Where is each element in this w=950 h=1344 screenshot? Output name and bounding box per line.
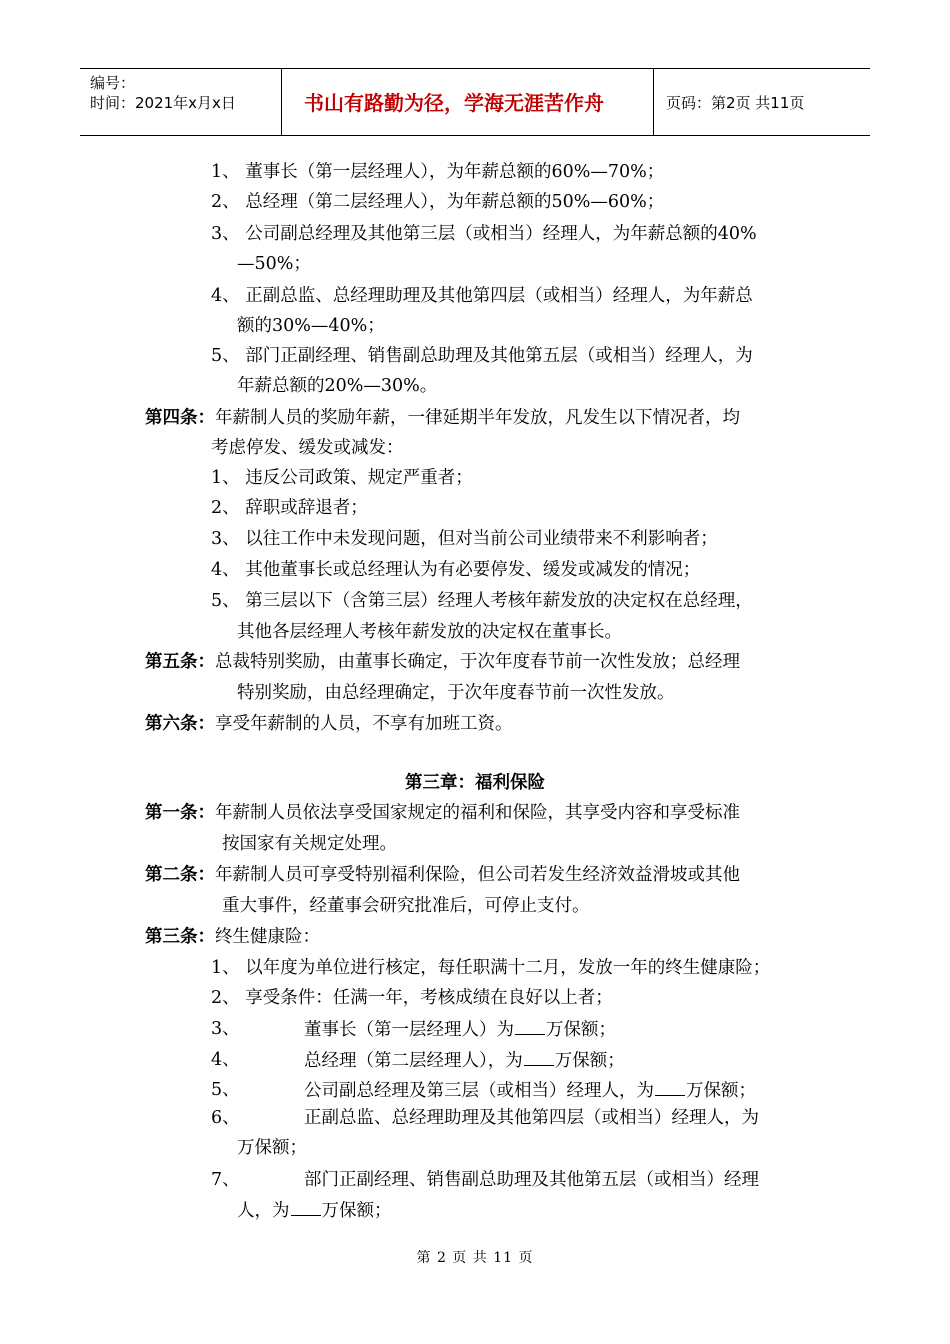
document-date: 时间：2021年x月x日 [90,94,236,112]
list-item: 1、 以年度为单位进行核定，每任职满十二月，发放一年的终生健康险； [211,958,771,978]
article-label: 第三条： [145,927,215,947]
page-footer: 第 2 页 共 11 页 [416,1250,534,1266]
list-item-number: 3、 [211,1019,240,1039]
list-item: 1、 违反公司政策、规定严重者； [211,468,473,488]
header-motto: 书山有路勤为径，学海无涯苦作舟 [282,69,654,135]
list-item-number: 6、 [211,1108,240,1128]
article-text: 总裁特别奖励，由董事长确定，于次年度春节前一次性发放；总经理 [215,652,740,672]
list-item-text: 总经理（第二层经理人），为 [304,1051,523,1071]
article-text-continuation: 按国家有关规定处理。 [222,834,397,854]
header-meta [80,69,282,135]
list-item: 5、 第三层以下（含第三层）经理人考核年薪发放的决定权在总经理， [211,591,753,611]
article-label: 第四条： [145,408,215,428]
list-item-continuation: 其他各层经理人考核年薪发放的决定权在董事长。 [237,622,622,642]
article-text: 年薪制人员可享受特别福利保险，但公司若发生经济效益滑坡或其他 [215,865,740,885]
list-item [304,1048,625,1073]
list-item [304,1017,616,1042]
document-number-label: 编号： [90,74,136,92]
article-text: 终生健康险： [215,927,320,947]
list-item-text: 万保额； [686,1081,756,1101]
list-item: 4、 正副总监、总经理助理及其他第四层（或相当）经理人，为年薪总 [211,286,753,306]
list-item-text: 人，为 [237,1201,290,1221]
header-page-info: 页码：第2页 共11页 [666,94,805,112]
list-item-number: 5、 [211,1080,240,1100]
article-text-continuation: 重大事件，经董事会研究批准后，可停止支付。 [222,896,590,916]
chapter3-article-3 [145,925,320,949]
chapter3-article-1 [145,801,740,825]
list-item-number: 4、 [211,1050,240,1070]
list-item: 1、 董事长（第一层经理人），为年薪总额的60%—70%； [211,162,665,182]
list-item: 3、 以往工作中未发现问题，但对当前公司业绩带来不利影响者； [211,529,718,549]
list-item: 3、 公司副总经理及其他第三层（或相当）经理人，为年薪总额的40% [211,224,757,244]
list-item-text: 公司副总经理及第三层（或相当）经理人，为 [304,1081,654,1101]
list-item: 5、 部门正副经理、销售副总助理及其他第五层（或相当）经理人，为 [211,346,753,366]
article-label: 第五条： [145,652,215,672]
list-item [304,1078,756,1103]
list-item-text: 万保额； [321,1201,392,1221]
list-item-text: 部门正副经理、销售副总助理及其他第五层（或相当）经理 [304,1170,759,1190]
blank-field [524,1048,554,1066]
page-header [80,68,870,136]
list-item-continuation [237,1198,392,1223]
article-label: 第一条： [145,803,215,823]
article-label: 第二条： [145,865,215,885]
article-text: 年薪制人员依法享受国家规定的福利和保险，其享受内容和享受标准 [215,803,740,823]
chapter3-article-2 [145,863,740,887]
article-text: 年薪制人员的奖励年薪，一律延期半年发放，凡发生以下情况者，均 [215,408,740,428]
list-item: 2、 总经理（第二层经理人），为年薪总额的50%—60%； [211,192,665,212]
chapter-title: 第三章：福利保险 [405,773,545,793]
list-item: 2、 辞职或辞退者； [211,498,368,518]
list-item-number: 7、 [211,1170,240,1190]
article-4 [145,406,740,430]
list-item-text: 万保额； [554,1051,625,1071]
article-text-continuation: 考虑停发、缓发或减发： [211,438,404,458]
list-item-text: 正副总监、总经理助理及其他第四层（或相当）经理人，为 [304,1108,759,1128]
list-item: 2、 享受条件：任满一年，考核成绩在良好以上者； [211,988,613,1008]
article-text-continuation: 特别奖励，由总经理确定，于次年度春节前一次性发放。 [237,683,675,703]
list-item: 4、 其他董事长或总经理认为有必要停发、缓发或减发的情况； [211,560,701,580]
article-5 [145,650,740,674]
list-item-continuation: —50%； [237,254,311,274]
article-text: 享受年薪制的人员，不享有加班工资。 [215,714,513,734]
article-label: 第六条： [145,714,215,734]
list-item-continuation: 年薪总额的20%—30%。 [237,376,438,396]
list-item-continuation: 万保额； [237,1138,307,1158]
blank-field [515,1017,545,1035]
list-item-continuation: 额的30%—40%； [237,316,385,336]
list-item-text: 万保额； [546,1020,616,1040]
blank-field [291,1198,321,1216]
blank-field [655,1078,685,1096]
article-6 [145,712,513,736]
list-item-text: 董事长（第一层经理人）为 [304,1020,514,1040]
